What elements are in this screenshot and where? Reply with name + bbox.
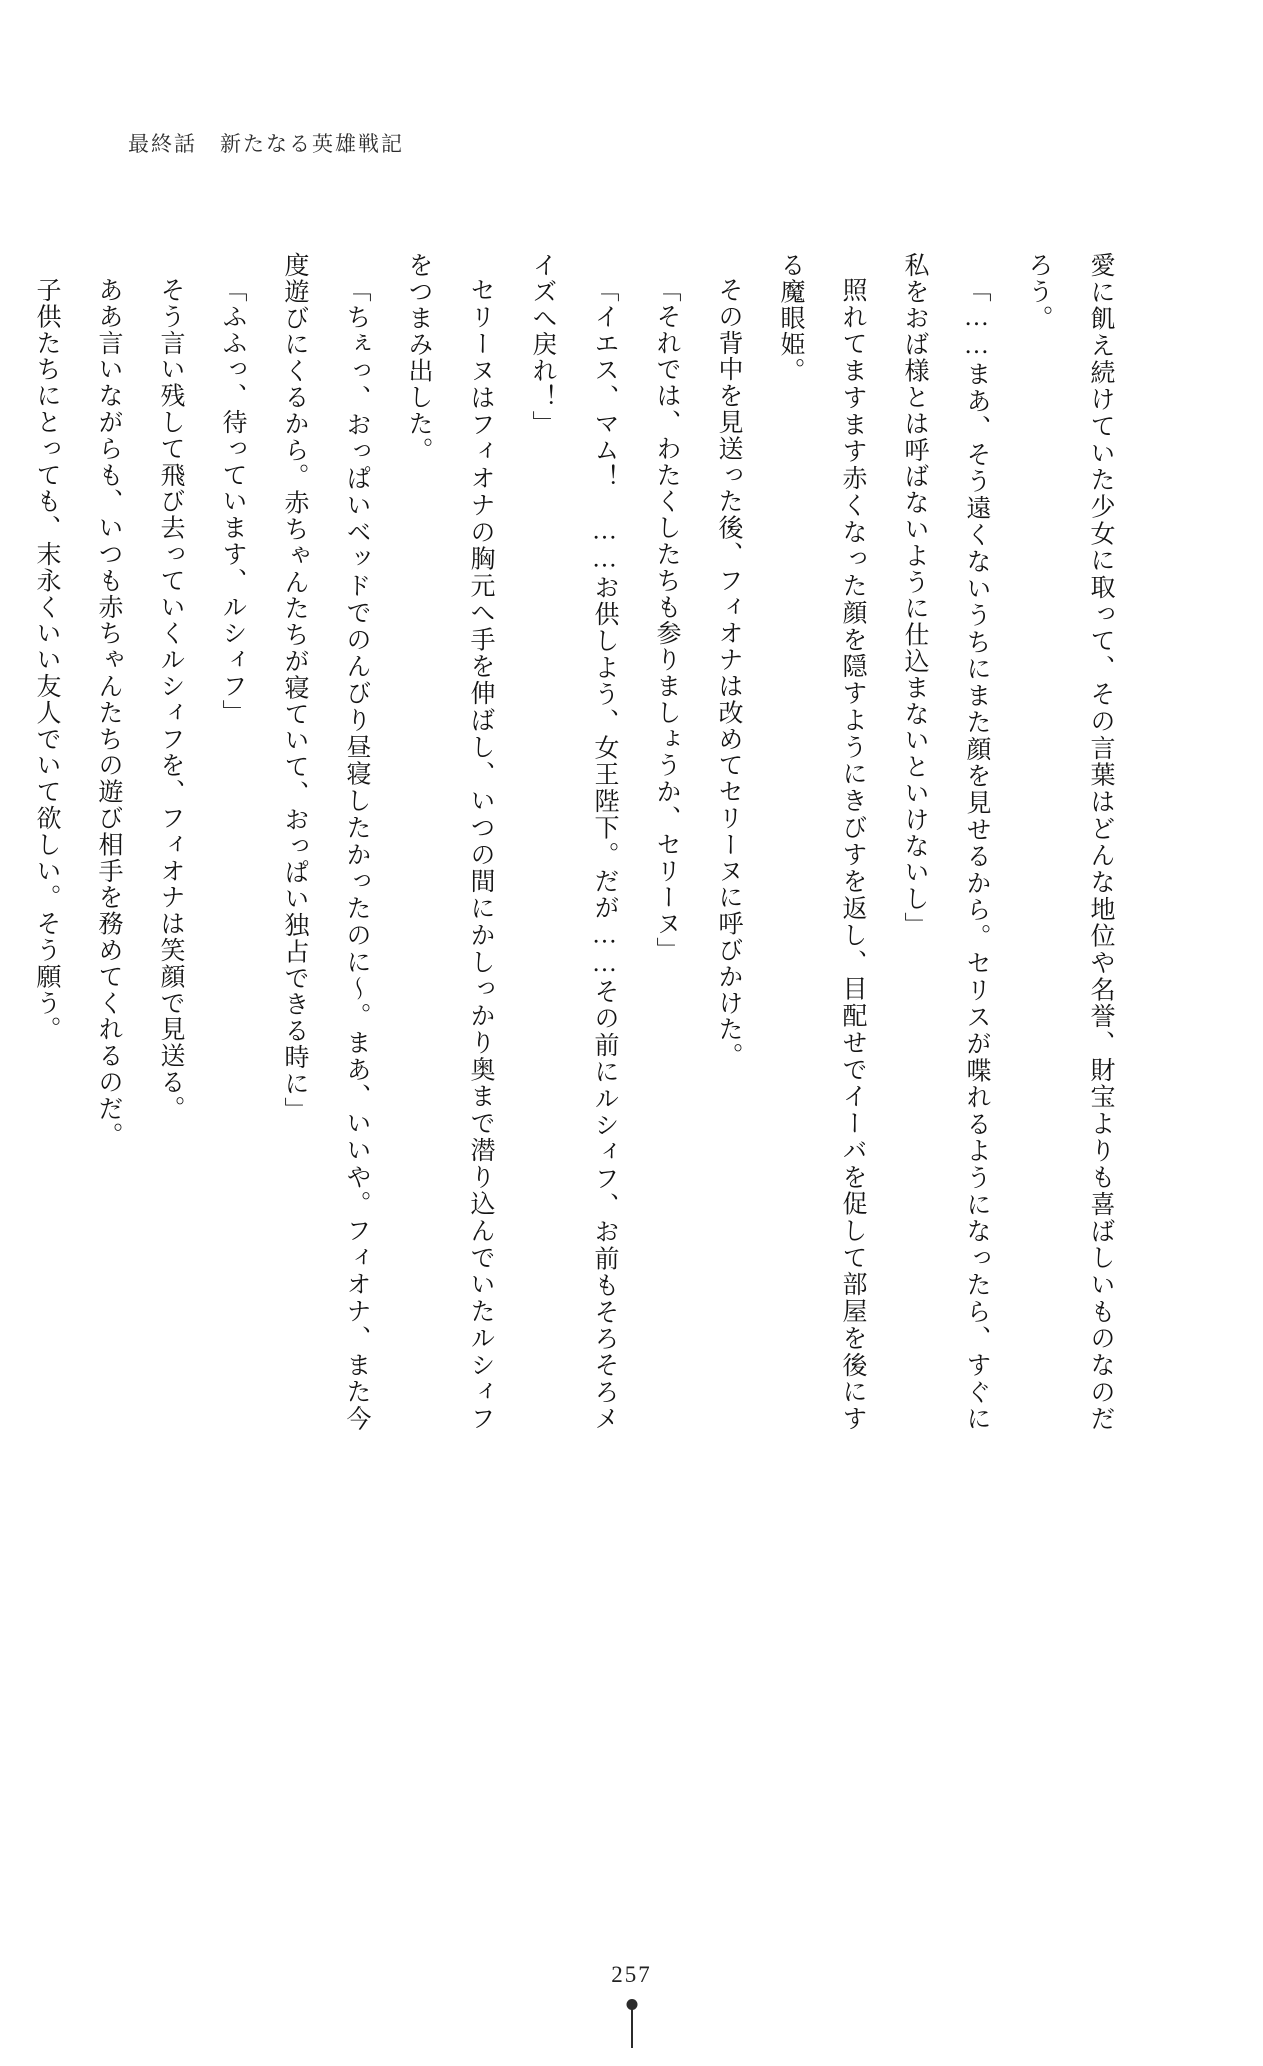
page-number: 257: [611, 1962, 652, 1987]
paragraph: 愛に飢え続けていた少女に取って、その言葉はどんな地位や名誉、財宝よりも喜ばしいものなのだろう。: [1025, 252, 1114, 1432]
paragraph: 「ちぇっ、おっぱいベッドでのんびり昼寝したかったのに～。まあ、いいや。フィオナ、また今度遊びにくるから。赤ちゃんたちが寝ていて、おっぱい独占できる時に」: [281, 252, 370, 1432]
running-header-chapter-title: 最終話 新たなる英雄戦記: [128, 132, 404, 156]
paragraph: 照れてますます赤くなった顔を隠すようにきびすを返し、目配せでイーバを促して部屋を後にする魔眼姫。: [777, 252, 866, 1432]
paragraph: 「……まあ、そう遠くないうちにまた顔を見せるから。セリスが喋れるようになったら、すぐに私をおば様とは呼ばないように仕込まないといけないし」: [901, 252, 990, 1432]
paragraph: セリーヌはフィオナの胸元へ手を伸ばし、いつの間にかしっかり奥まで潜り込んでいたルシィフをつまみ出した。: [405, 252, 494, 1432]
page-body-text: [15, 252, 1131, 1432]
paragraph: そう言い残して飛び去っていくルシィフを、フィオナは笑顔で見送る。: [157, 277, 184, 1122]
paragraph: その背中を見送った後、フィオナは改めてセリーヌに呼びかけた。: [715, 277, 742, 1069]
spine-rule: [631, 2006, 633, 2048]
paragraph: 子供たちにとっても、末永くいい友人でいて欲しい。そう願う。: [33, 277, 60, 1043]
paragraph: 「ふふっ、待っています、ルシィフ」: [219, 277, 246, 726]
paragraph: 「それでは、わたくしたちも参りましょうか、セリーヌ」: [653, 277, 680, 964]
paragraph: 「イエス、マム！ ……お供しよう、女王陛下。だが……その前にルシィフ、お前もそろそろメイズへ戻れ！」: [529, 252, 618, 1432]
paragraph: ああ言いながらも、いつも赤ちゃんたちの遊び相手を務めてくれるのだ。: [95, 277, 122, 1149]
